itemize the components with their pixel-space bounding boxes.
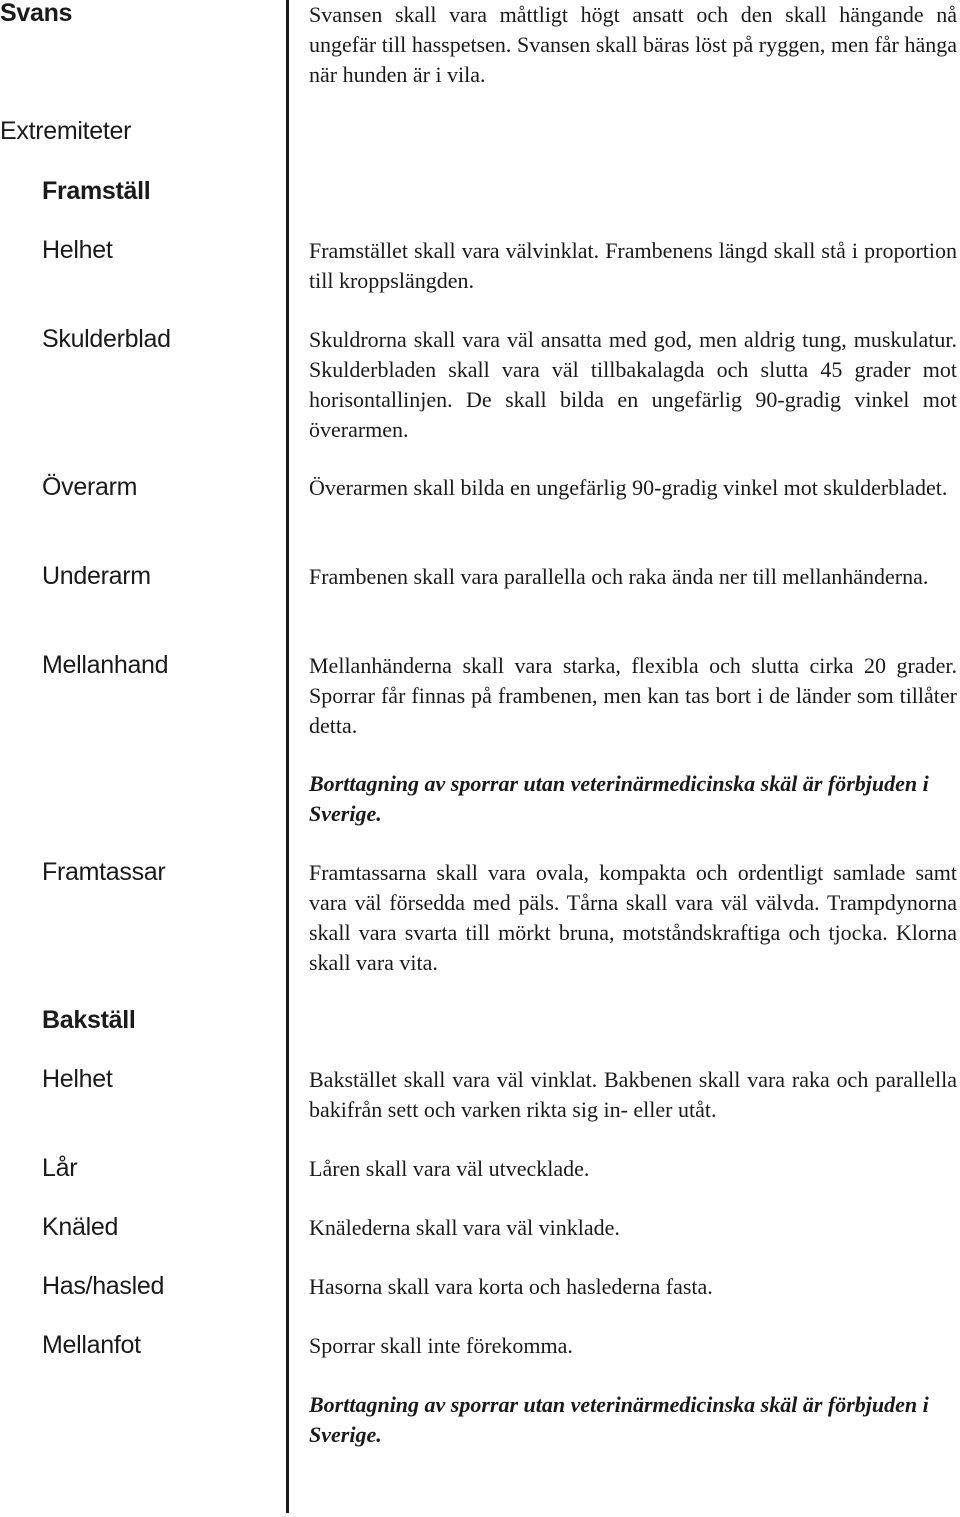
text-bakstall-helhet: Bakstället skall vara väl vinklat. Bakbenen skall vara raka och parallella bakifrån sett och varken rikta sig in- eller utåt.	[309, 1067, 957, 1122]
heading-bakstall: Bakställ	[42, 1006, 136, 1034]
text-mellanfot: Sporrar skall inte förekomma.	[309, 1333, 573, 1358]
label-overarm: Överarm	[42, 473, 138, 501]
text-hasled: Hasorna skall vara korta och haslederna fasta.	[309, 1274, 713, 1299]
label-underarm: Underarm	[42, 562, 151, 590]
text-framtassar: Framtassarna skall vara ovala, kompakta och ordentligt samlade samt vara väl försedda med päls. Tårna skall vara väl välvda. Trampdynorna skall vara svarta till mörkt bruna, motståndskraftiga och tjocka. Klorna skall vara vita.	[309, 860, 957, 975]
label-knaled: Knäled	[42, 1213, 119, 1241]
text-skulderblad: Skuldrorna skall vara väl ansatta med god, men aldrig tung, muskulatur. Skulderbladen skall vara väl tillbakalagda och slutta 45 grader mot horisontallinjen. De skall bilda en ungefärlig 90-gradig vinkel mot överarmen.	[309, 327, 957, 442]
label-mellanfot: Mellanfot	[42, 1331, 141, 1359]
text-underarm: Frambenen skall vara parallella och raka ända ner till mellanhänderna.	[309, 564, 929, 589]
heading-extremiteter: Extremiteter	[0, 117, 132, 145]
label-lar: Lår	[42, 1154, 78, 1182]
heading-framstall: Framställ	[42, 177, 151, 205]
label-framtassar: Framtassar	[42, 858, 166, 886]
text-knaled: Knälederna skall vara väl vinklade.	[309, 1215, 620, 1240]
label-skulderblad: Skulderblad	[42, 325, 171, 353]
text-framstall-helhet: Framstället skall vara välvinklat. Frambenens längd skall stå i proportion till kroppslängden.	[309, 238, 957, 293]
text-overarm: Överarmen skall bilda en ungefärlig 90-gradig vinkel mot skulderbladet.	[309, 475, 948, 500]
label-hasled: Has/hasled	[42, 1272, 165, 1300]
label-framstall-helhet: Helhet	[42, 236, 113, 264]
heading-svans: Svans	[0, 0, 73, 27]
column-divider	[286, 0, 289, 1513]
label-mellanhand: Mellanhand	[42, 651, 169, 679]
note-sporrar-bakben: Borttagning av sporrar utan veterinärmedicinska skäl är förbjuden i Sverige.	[309, 1392, 929, 1447]
note-sporrar-framben: Borttagning av sporrar utan veterinärmedicinska skäl är förbjuden i Sverige.	[309, 771, 929, 826]
text-lar: Låren skall vara väl utvecklade.	[309, 1156, 590, 1181]
label-bakstall-helhet: Helhet	[42, 1065, 113, 1093]
text-svans: Svansen skall vara måttligt högt ansatt och den skall hängande nå ungefär till hasspetsen. Svansen skall bäras löst på ryggen, men får hänga när hunden är i vila.	[309, 2, 957, 87]
text-mellanhand: Mellanhänderna skall vara starka, flexibla och slutta cirka 20 grader. Sporrar får finnas på frambenen, men kan tas bort i de länder som tillåter detta.	[309, 653, 957, 738]
